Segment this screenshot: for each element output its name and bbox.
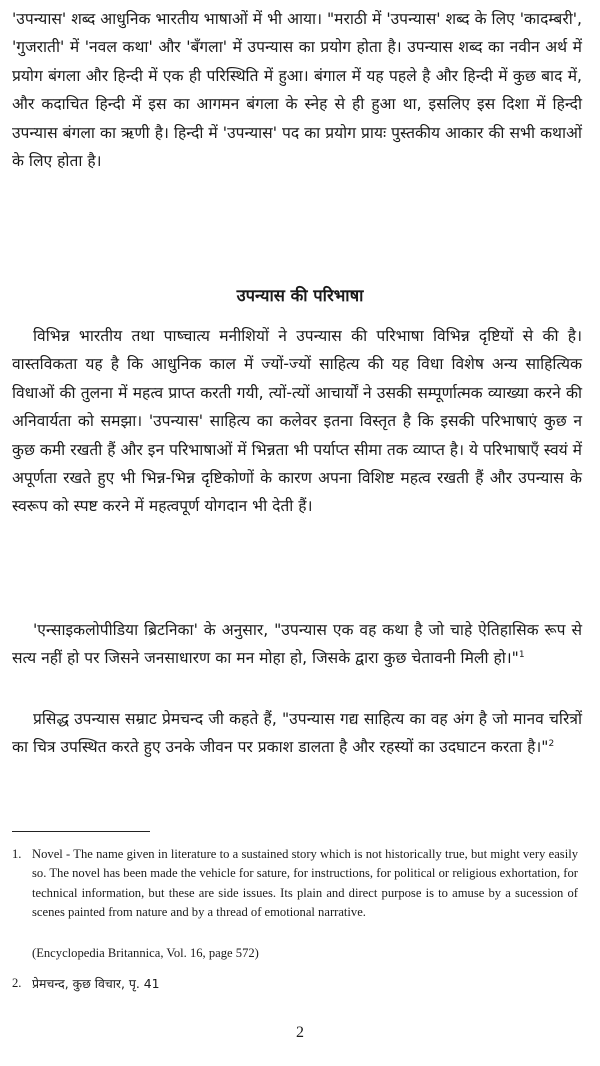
- footnote-1: [12, 845, 578, 922]
- footnote-1-source: (Encyclopedia Britannica, Vol. 16, page 572): [32, 946, 259, 960]
- britannica-quote-text: 'एन्साइकलोपीडिया ब्रिटनिका' के अनुसार, "उपन्यास एक वह कथा है जो चाहे ऐतिहासिक रूप से सत्य नहीं हो पर जिसने जनसाधारण का मन मोहा हो, जिसके द्वारा कुछ चेतावनी मिली हो।": [12, 621, 582, 668]
- paragraph-definitions-intro: विभिन्न भारतीय तथा पाष्चात्य मनीशियों ने उपन्यास की परिभाषा विभिन्न दृष्टियों से की है। वास्तविकता यह है कि आधुनिक काल में ज्यों-ज्यों साहित्य की यह विधा विशेष अन्य साहित्यिक विधाओं की तुलना में महत्व प्राप्त करती गयी, त्यों-त्यों आचार्यों ने उसकी सम्पूर्णात्मक व्याख्या करने की अनिवार्यता को समझा। 'उपन्यास' साहित्य का कलेवर इतना विस्तृत है कि इसकी परिभाषाएं कुछ न कुछ कमी रखती हैं और इन परिभाषाओं में भिन्नता भी पर्याप्त सीमा तक व्याप्त है। ये परिभाषाएँ स्वयं में अपूर्णता रखते हुए भी भिन्न-भिन्न दृष्टिकोणों के कारण अपना विशिष्ट महत्व रखती हैं और उपन्यास के स्वरूप को स्पष्ट करने में महत्वपूर्ण योगदान भी देती हैं।: [12, 327, 582, 516]
- footnote-1-source-block: [12, 944, 578, 963]
- footnote-1-text: Novel - The name given in literature to a sustained story which is not historically true, but might very easily so. The novel has been made the vehicle for sature, for instructions, for political or religious exhortation, for technical information, but these are side issues. Its plain and direct purpose is to amuse by a sucession of scenes painted from nature and by a thread of emotional narrative.: [32, 847, 578, 919]
- footnote-2-number: 2.: [12, 976, 22, 990]
- footnote-ref-2: 2: [548, 739, 555, 750]
- paragraph-premchand-quote: [12, 705, 582, 762]
- footnote-2-text: प्रेमचन्द, कुछ विचार, पृ. 41: [32, 976, 160, 991]
- footnote-divider: [12, 831, 150, 832]
- footnote-2: [12, 974, 578, 993]
- paragraph-britannica-quote: [12, 616, 582, 673]
- premchand-quote-text: प्रसिद्ध उपन्यास सम्राट प्रेमचन्द जी कहते हैं, "उपन्यास गद्य साहित्य का वह अंग है जो मानव चरित्रों का चित्र उपस्थित करते हुए उनके जीवन पर प्रकाश डालता है और रहस्यों का उदघाटन करता है।": [12, 710, 582, 757]
- page-number: 2: [296, 1024, 304, 1041]
- footnote-1-number: 1.: [12, 847, 22, 861]
- paragraph-upanyas-usage: 'उपन्यास' शब्द आधुनिक भारतीय भाषाओं में भी आया। "मराठी में 'उपन्यास' शब्द के लिए 'कादम्बरी', 'गुजराती' में 'नवल कथा' और 'बँगला' में उपन्यास का प्रयोग होता है। उपन्यास शब्द का नवीन अर्थ में प्रयोग बंगला और हिन्दी में एक ही परिस्थिति में हुआ। बंगाल में यह पहले है और हिन्दी में कुछ बाद में, और कदाचित हिन्दी में इस का आगमन बंगला के स्नेह से ही हुआ था, इसलिए इस दिशा में हिन्दी उपन्यास बंगला का ऋणी है। हिन्दी में 'उपन्यास' पद का प्रयोग प्रायः पुस्तकीय आकार की सभी कथाओं के लिए होता है।: [12, 10, 582, 171]
- section-heading: उपन्यास की परिभाषा: [236, 286, 364, 305]
- footnote-ref-1: 1: [518, 650, 525, 661]
